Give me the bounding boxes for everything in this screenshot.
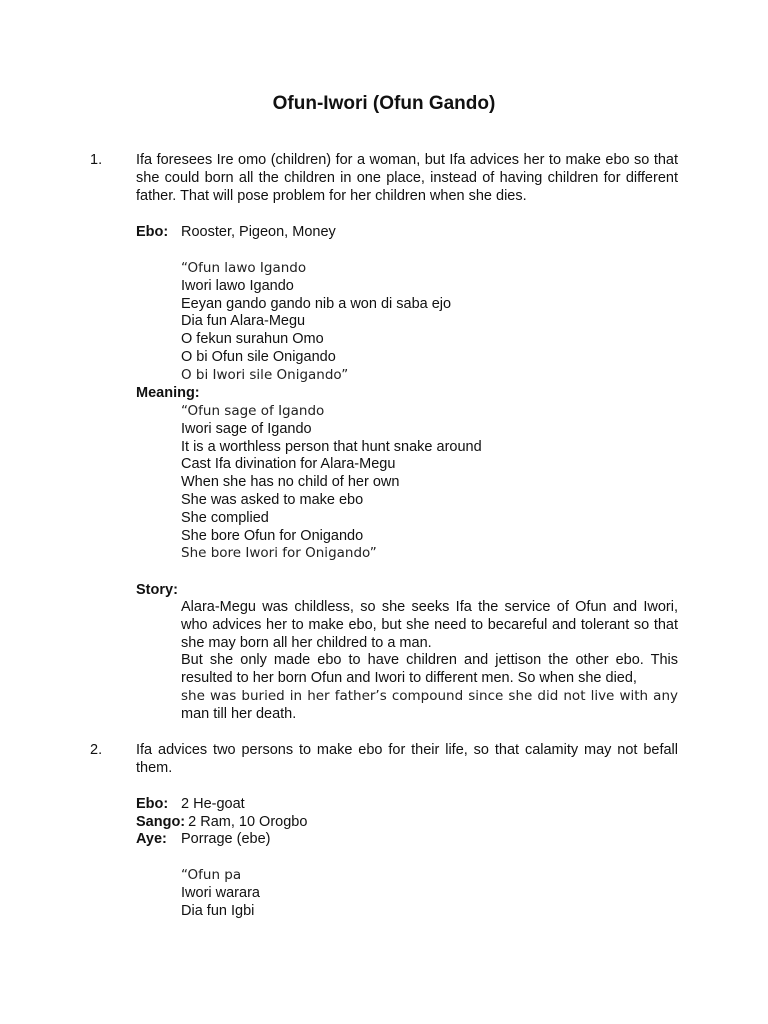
page-title: Ofun-Iwori (Ofun Gando): [272, 93, 496, 114]
verse-line: Dia fun Igbi: [181, 902, 255, 919]
verse-2: [181, 867, 678, 920]
meaning-line: It is a worthless person that hunt snake around: [181, 438, 482, 455]
meaning-heading: [136, 385, 200, 403]
ebo-value: Rooster, Pigeon, Money: [181, 224, 336, 240]
sango-label: Sango:: [136, 814, 186, 830]
ebo-line-1: [136, 224, 336, 242]
ebo-label: Ebo:: [136, 224, 169, 240]
story-line: man till her death.: [181, 705, 297, 722]
meaning-verse: [181, 403, 678, 563]
sango-line: [136, 814, 307, 832]
meaning-label: Meaning:: [136, 385, 200, 401]
meaning-line: Iwori sage of Igando: [181, 420, 312, 437]
item-1-intro: Ifa foresees Ire omo (children) for a woman, but Ifa advices her to make ebo so that she could born all the children in one place, instead of having children for different father. That will pose problem for her children when she dies.: [136, 152, 678, 204]
verse-line: O bi Ofun sile Onigando: [181, 348, 336, 365]
verse-1: [181, 260, 678, 385]
verse-line: O bi Iwori sile Onigando”: [181, 366, 349, 383]
meaning-line: She complied: [181, 509, 269, 526]
story-heading: [136, 582, 178, 600]
meaning-line: She was asked to make ebo: [181, 491, 364, 508]
story-paragraph: Alara-Megu was childless, so she seeks Ifa the service of Ofun and Iwori, who advices her to make ebo, but she need to becareful and tolerant so that she may born all her childred to a man.: [181, 599, 678, 651]
story-body: [181, 599, 678, 724]
meaning-line: “Ofun sage of Igando: [181, 403, 325, 419]
story-paragraph: But she only made ebo to have children and jettison the other ebo. This resulted to her born Ofun and Iwori to different men. So when she died,: [181, 652, 678, 687]
story-label: Story:: [136, 582, 178, 598]
meaning-line: When she has no child of her own: [181, 474, 400, 491]
item-2-intro: Ifa advices two persons to make ebo for their life, so that calamity may not befall them.: [136, 742, 678, 776]
verse-line: “Ofun pa: [181, 867, 242, 883]
verse-line: “Ofun lawo Igando: [181, 260, 307, 276]
verse-line: O fekun surahun Omo: [181, 331, 324, 348]
verse-line: Eeyan gando gando nib a won di saba ejo: [181, 295, 452, 312]
verse-line: Dia fun Alara-Megu: [181, 313, 306, 330]
item-number-1: 1.: [90, 152, 103, 168]
verse-line: Iwori warara: [181, 884, 260, 901]
aye-line: [136, 831, 270, 849]
ebo-label: Ebo:: [136, 796, 169, 812]
meaning-line: She bore Ofun for Onigando: [181, 527, 364, 544]
item-number-2: 2.: [90, 742, 103, 758]
story-line: she was buried in her father’s compound since she did not live with any: [181, 687, 678, 704]
ebo-value: 2 He-goat: [181, 796, 245, 812]
sango-value: 2 Ram, 10 Orogbo: [188, 814, 308, 830]
verse-line: Iwori lawo Igando: [181, 277, 294, 294]
meaning-line: She bore Iwori for Onigando”: [181, 545, 377, 562]
meaning-line: Cast Ifa divination for Alara-Megu: [181, 456, 396, 473]
aye-value: Porrage (ebe): [181, 831, 271, 847]
ebo-line-2: [136, 796, 245, 814]
aye-label: Aye:: [136, 831, 167, 847]
